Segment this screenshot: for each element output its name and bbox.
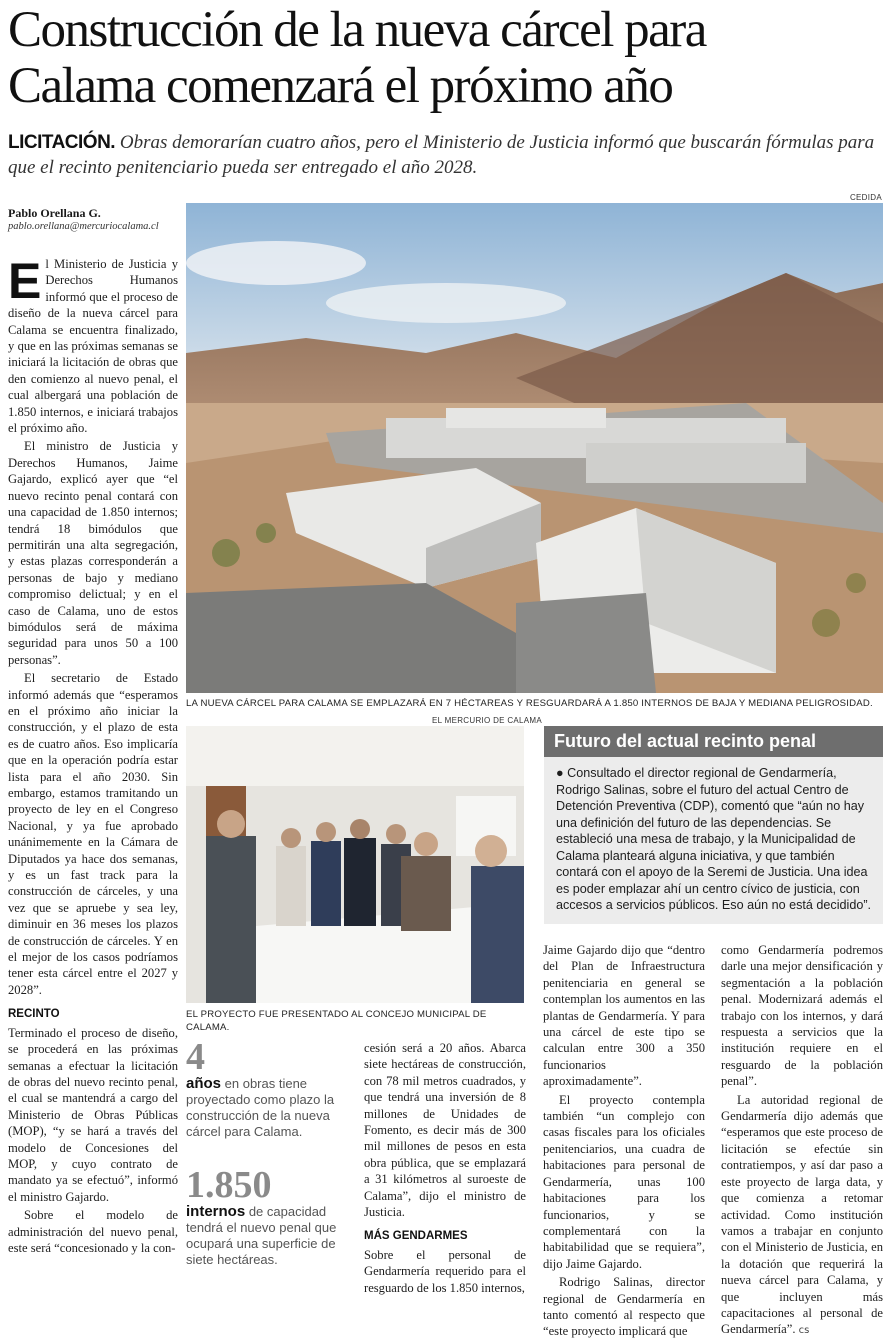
column-4 [543, 942, 705, 1342]
deck-kicker: LICITACIÓN. [8, 132, 116, 153]
deck-text: Obras demorarían cuatro años, pero el Ministerio de Justicia informó que buscarán fórmulas para que el recinto penitenciario pueda ser entregado el año 2028. [8, 132, 875, 178]
col1-paragraph-4: Terminado el proceso de diseño, se procederá en las próximas semanas a efectuar la licitación de obras del nuevo recinto penal, el cual se mantendrá a cargo del Ministerio de Obras Públicas (MOP), “y se hará a través del modelo de Concesiones del MOP, y cuyo contrato de mandato ya se efectuó”, informó el ministro Gajardo. [8, 1025, 178, 1204]
byline [8, 206, 178, 232]
headline-line-1: Construcción de la nueva cárcel para [8, 2, 706, 58]
fact-2-number: 1.850 [186, 1164, 272, 1206]
col1-paragraph-2: El ministro de Justicia y Derechos Humanos, Jaime Gajardo, explicó ayer que “el nuevo recinto penal contará con una capacidad de 1.850 internos; tendrá 18 bimódulos que permitirán una alta segregación, y estas plazas corresponderán a personas de bajo y mediano compromiso delictual; y en el caso de Calama, uno de estos bimódulos será de máxima seguridad para unos 50 a 100 personas”. [8, 439, 178, 667]
photo-main-credit: CEDIDA [849, 193, 882, 202]
dropcap: E [8, 253, 42, 309]
fact-2-body: internos de capacidad tendrá el nuevo penal que ocupará una superficie de siete hectáreas. [186, 1203, 337, 1267]
main-photo [186, 203, 883, 693]
council-meeting-image [186, 726, 524, 1003]
col3-paragraph-1: cesión será a 20 años. Abarca siete hectáreas de construcción, con 78 mil metros cuadrados, y que tendrá una inversión de 8 millones de Unidades de Fomento, es decir más de 300 mil millones de pesos en esta obra pública, que se emplazará a 31 kilómetros al suroeste de Calama”, dijo el ministro de Justicia. [364, 1041, 526, 1220]
headline [8, 2, 883, 114]
column-3 [364, 1040, 526, 1298]
col4-paragraph-1: Jaime Gajardo dijo que “dentro del Plan de Infraestructura penitenciaria en general se contemplan los aumentos en las plantas de Gendarmería. Y para una cárcel de este tipo se calculan entre 300 a 350 funcionarios aproximadamente”. [543, 943, 705, 1089]
sidebar-box-title: Futuro del actual recinto penal [544, 726, 883, 757]
column-5 [721, 942, 883, 1342]
col4-paragraph-2: El proyecto contempla también “un complejo con casas fiscales para los oficiales penitenciarios, una cuadra de habitaciones para personal de Gendarmería, unas 100 habitaciones para los funcionarios, y se complementará con la habitabilidad que se requiera”, dijo Jaime Gajardo. [543, 1092, 705, 1271]
bullet-icon: ● [556, 766, 564, 780]
subhead-mas-gendarmes: MÁS GENDARMES [364, 1230, 468, 1243]
photo-main-caption: LA NUEVA CÁRCEL PARA CALAMA SE EMPLAZARÁ EN 7 HÉCTAREAS Y RESGUARDARÁ A 1.850 INTERNOS DE BAJA Y MEDIANA PELIGROSIDAD. [186, 698, 873, 709]
fact-2 [186, 1166, 346, 1268]
fact-1-body: años en obras tiene proyectado como plazo la construcción de la nueva cárcel para Calama. [186, 1075, 335, 1139]
fact-1 [186, 1038, 346, 1140]
facts-column [186, 1038, 346, 1268]
deck [8, 130, 883, 180]
col5-paragraph-2: La autoridad regional de Gendarmería dijo además que “esperamos que este proceso de licitación se efectúe sin contratiempos, y así dar paso a este proyecto de larga data, y que comienza a retomar actividad. Como institución vamos a trabajar en conjunto con el Ministerio de Justicia, en la dotación que requerirá la nueva cárcel para Calama, y que incluyen más capacitaciones al personal de Gendarmería”. cs [721, 1092, 883, 1337]
sidebar-box [544, 726, 883, 924]
col3-paragraph-2: Sobre el personal de Gendarmería requerido para el resguardo de los 1.850 internos, [364, 1247, 526, 1295]
col1-paragraph-5: Sobre el modelo de administración del nuevo penal, este será “concesionado y la con- [8, 1208, 178, 1255]
end-mark: cs [798, 1325, 810, 1337]
col5-paragraph-1: como Gendarmería podremos darle una mejor densificación y segmentación a la población penal. Modernizará además el trabajo con los internos, y dará respuesta a servicios que la institución requiere en el resguardo de la población penal”. [721, 943, 883, 1089]
prison-rendering-image [186, 203, 883, 693]
col1-paragraph-3: El secretario de Estado informó además que “esperamos en el próximo año iniciar la construcción, y el plazo de esta es de cuatro años. Eso implicaría que en la operación podría estar lista para el año 2030. Sin embargo, estamos tramitando un proyecto de ley en el Congreso Nacional, y ya fue aprobado unánimemente en la Cámara de Diputados ya hace dos semanas, y es un fast track para la construcción de cárceles, y una vez que se apruebe y sea ley, diminuir en 36 meses los plazos de construcción de cárceles. Y en el mejor de los casos podríamos tener esta cárcel entre el 2027 y 2028”. [8, 671, 178, 997]
author-name: Pablo Orellana G. [8, 206, 101, 220]
author-email: pablo.orellana@mercuriocalama.cl [8, 221, 159, 232]
photo-second-credit: EL MERCURIO DE CALAMA [432, 716, 543, 725]
photo-second-caption: EL PROYECTO FUE PRESENTADO AL CONCEJO MUNICIPAL DE CALAMA. [186, 1009, 487, 1033]
col1-paragraph-1: El Ministerio de Justicia y Derechos Humanos informó que el proceso de diseño de la nueva cárcel para Calama se encuentra finalizado, y que en las próximas semanas se iniciará la licitación de obras que den comienzo al nuevo penal, el cual albergará una población de 1.850 internos, e iniciará trabajos el próximo año. [8, 253, 178, 436]
column-1 [8, 253, 178, 1258]
headline-line-2: Calama comenzará el próximo año [8, 58, 673, 114]
sidebar-box-body: ● Consultado el director regional de Gendarmería, Rodrigo Salinas, sobre el futuro del actual Centro de Detención Preventiva (CDP), comentó que “aún no hay una definición del futuro de las dependencias. Se estableció una mesa de trabajo, y la Municipalidad de Calama planteará alguna iniciativa, y que también contará con el apoyo de la Seremi de Justicia. Una idea es poder emplazar ahí un centro cívico de justicia, con accesos a servicios públicos. Eso aún no está decidido”. [544, 757, 883, 924]
second-photo [186, 726, 524, 1003]
col4-paragraph-3: Rodrigo Salinas, director regional de Gendarmería en tanto comentó al respecto que “este proyecto implicará que [543, 1275, 705, 1339]
subhead-recinto: RECINTO [8, 1008, 60, 1021]
fact-1-number: 4 [186, 1036, 205, 1078]
